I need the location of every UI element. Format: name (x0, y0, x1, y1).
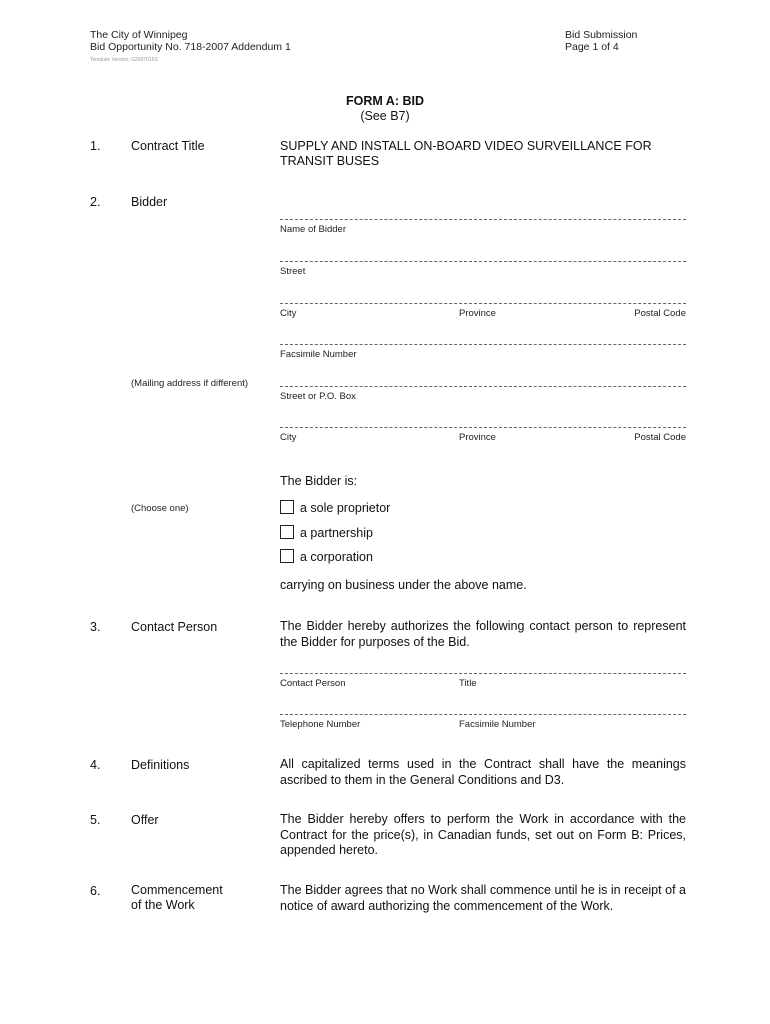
telephone-caption: Telephone Number (280, 719, 361, 730)
telephone-facsimile-line[interactable] (280, 714, 686, 715)
header-page-number: Page 1 of 4 (565, 41, 619, 53)
facsimile-line[interactable] (280, 344, 686, 345)
section-2-number: 2. (90, 195, 101, 209)
section-4-label: Definitions (131, 758, 190, 772)
contact-person-title-line[interactable] (280, 673, 686, 674)
header-bid-submission: Bid Submission (565, 29, 638, 41)
title-caption: Title (459, 678, 477, 689)
city-province-postal-line[interactable] (280, 303, 686, 304)
province-caption: Province (459, 308, 496, 319)
partnership-label: a partnership (300, 526, 373, 540)
city-caption: City (280, 308, 297, 319)
sole-proprietor-checkbox[interactable] (280, 500, 294, 514)
commencement-text: The Bidder agrees that no Work shall commence until he is in receipt of a notice of award authorizing the commencement of the Work. (280, 883, 686, 913)
street-caption: Street (280, 266, 306, 277)
section-6-number: 6. (90, 884, 101, 898)
form-subtitle: (See B7) (360, 109, 410, 123)
postal-code-caption: Postal Code (634, 308, 686, 319)
choose-one-label: (Choose one) (131, 503, 189, 514)
contract-title-line1: SUPPLY AND INSTALL ON-BOARD VIDEO SURVEILLANCE FOR (280, 139, 652, 153)
street-po-box-line[interactable] (280, 386, 686, 387)
sole-proprietor-label: a sole proprietor (300, 501, 391, 515)
street-po-box-caption: Street or P.O. Box (280, 391, 356, 402)
contact-person-text: The Bidder hereby authorizes the following contact person to represent the Bidder for purposes of the Bid. (280, 619, 686, 649)
name-of-bidder-caption: Name of Bidder (280, 224, 347, 235)
city-province-postal-line-2[interactable] (280, 427, 686, 428)
section-1-number: 1. (90, 139, 101, 153)
header-bid-opportunity: Bid Opportunity No. 718-2007 Addendum 1 (90, 41, 291, 53)
section-4-number: 4. (90, 758, 101, 772)
province-caption-2: Province (459, 432, 496, 443)
street-line[interactable] (280, 261, 686, 262)
bidder-is-heading: The Bidder is: (280, 474, 358, 488)
postal-code-caption-2: Postal Code (634, 432, 686, 443)
offer-text: The Bidder hereby offers to perform the Work in accordance with the Contract for the price(s), in Canadian funds, set out on Form B: Prices, appended hereto. (280, 812, 686, 857)
section-5-label: Offer (131, 813, 159, 827)
section-2-label: Bidder (131, 195, 168, 209)
template-version: Template Version: G2007016S (90, 57, 158, 63)
definitions-text: All capitalized terms used in the Contract shall have the meanings ascribed to them in the General Conditions and D3. (280, 757, 686, 787)
section-3-number: 3. (90, 620, 101, 634)
name-of-bidder-line[interactable] (280, 219, 686, 220)
contact-facsimile-caption: Facsimile Number (459, 719, 536, 730)
section-1-label: Contract Title (131, 139, 205, 153)
section-6-label-line1: Commencement (131, 883, 223, 897)
carrying-on-business-text: carrying on business under the above name. (280, 578, 527, 592)
city-caption-2: City (280, 432, 297, 443)
section-5-number: 5. (90, 813, 101, 827)
contract-title-line2: TRANSIT BUSES (280, 154, 380, 168)
contact-person-caption: Contact Person (280, 678, 346, 689)
header-organization: The City of Winnipeg (90, 29, 188, 41)
mailing-address-label: (Mailing address if different) (131, 378, 249, 389)
section-6-label-line2: of the Work (131, 898, 195, 912)
corporation-label: a corporation (300, 550, 373, 564)
form-title: FORM A: BID (346, 94, 424, 108)
section-3-label: Contact Person (131, 620, 218, 634)
partnership-checkbox[interactable] (280, 525, 294, 539)
facsimile-caption: Facsimile Number (280, 349, 357, 360)
corporation-checkbox[interactable] (280, 549, 294, 563)
